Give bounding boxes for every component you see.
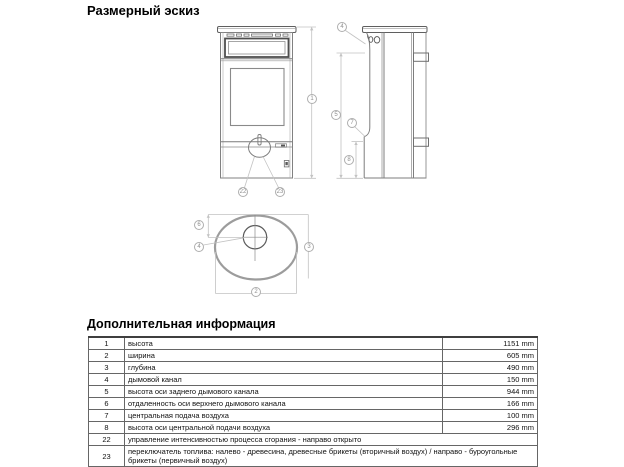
row-description: высота оси центральной подачи воздуха bbox=[125, 422, 443, 434]
row-number: 23 bbox=[89, 446, 125, 467]
page-title: Размерный эскиз bbox=[87, 3, 200, 18]
row-number: 1 bbox=[89, 337, 125, 350]
section-title: Дополнительная информация bbox=[87, 317, 276, 331]
row-number: 3 bbox=[89, 362, 125, 374]
side-view bbox=[363, 27, 429, 179]
row-number: 8 bbox=[89, 422, 125, 434]
row-description: глубина bbox=[125, 362, 443, 374]
callout-height: 1 bbox=[307, 94, 317, 104]
row-value: 605 mm bbox=[443, 350, 538, 362]
row-number: 7 bbox=[89, 410, 125, 422]
table-row bbox=[89, 434, 538, 446]
row-value: 296 mm bbox=[443, 422, 538, 434]
row-number: 5 bbox=[89, 386, 125, 398]
table-row bbox=[89, 410, 538, 422]
top-view bbox=[215, 215, 297, 280]
row-description: отдаленность оси верхнего дымового канала bbox=[125, 398, 443, 410]
row-number: 4 bbox=[89, 374, 125, 386]
table-row bbox=[89, 337, 538, 350]
callout-top-flue-offset: 6 bbox=[194, 220, 204, 230]
row-description: высота bbox=[125, 337, 443, 350]
callout-fuel-switch: 23 bbox=[276, 189, 284, 195]
callout-flue-top: 4 bbox=[194, 242, 204, 252]
table-row bbox=[89, 386, 538, 398]
additional-info-table bbox=[88, 336, 538, 467]
callout-rear-flue-height: 5 bbox=[331, 110, 341, 120]
row-description: центральная подача воздуха bbox=[125, 410, 443, 422]
table-row bbox=[89, 398, 538, 410]
row-number: 6 bbox=[89, 398, 125, 410]
callout-central-air: 7 bbox=[347, 118, 357, 128]
row-value: 166 mm bbox=[443, 398, 538, 410]
row-description: дымовой канал bbox=[125, 374, 443, 386]
row-value: 1151 mm bbox=[443, 337, 538, 350]
callout-flue-side: 4 bbox=[337, 22, 347, 32]
row-value: 150 mm bbox=[443, 374, 538, 386]
table-row bbox=[89, 362, 538, 374]
table-row bbox=[89, 422, 538, 434]
row-description: высота оси заднего дымового канала bbox=[125, 386, 443, 398]
table-row bbox=[89, 350, 538, 362]
row-value: 944 mm bbox=[443, 386, 538, 398]
callout-width: 2 bbox=[251, 287, 261, 297]
front-view bbox=[218, 27, 297, 179]
front-view-dimensions bbox=[245, 27, 317, 188]
row-number: 22 bbox=[89, 434, 125, 446]
callout-intensity-control: 22 bbox=[239, 189, 247, 195]
row-number: 2 bbox=[89, 350, 125, 362]
callout-depth: 3 bbox=[304, 242, 314, 252]
callout-central-air-height: 8 bbox=[344, 155, 354, 165]
row-value: 490 mm bbox=[443, 362, 538, 374]
row-description: управление интенсивностью процесса сгорания - направо открыто bbox=[125, 434, 538, 446]
table-row bbox=[89, 446, 538, 467]
row-description: ширина bbox=[125, 350, 443, 362]
row-description: переключатель топлива: налево - древесина, древесные брикеты (вторичный воздух) / направо - буроугольные брикеты (первичный воздух) bbox=[125, 446, 538, 467]
table-row bbox=[89, 374, 538, 386]
top-view-dimensions bbox=[204, 215, 309, 294]
row-value: 100 mm bbox=[443, 410, 538, 422]
